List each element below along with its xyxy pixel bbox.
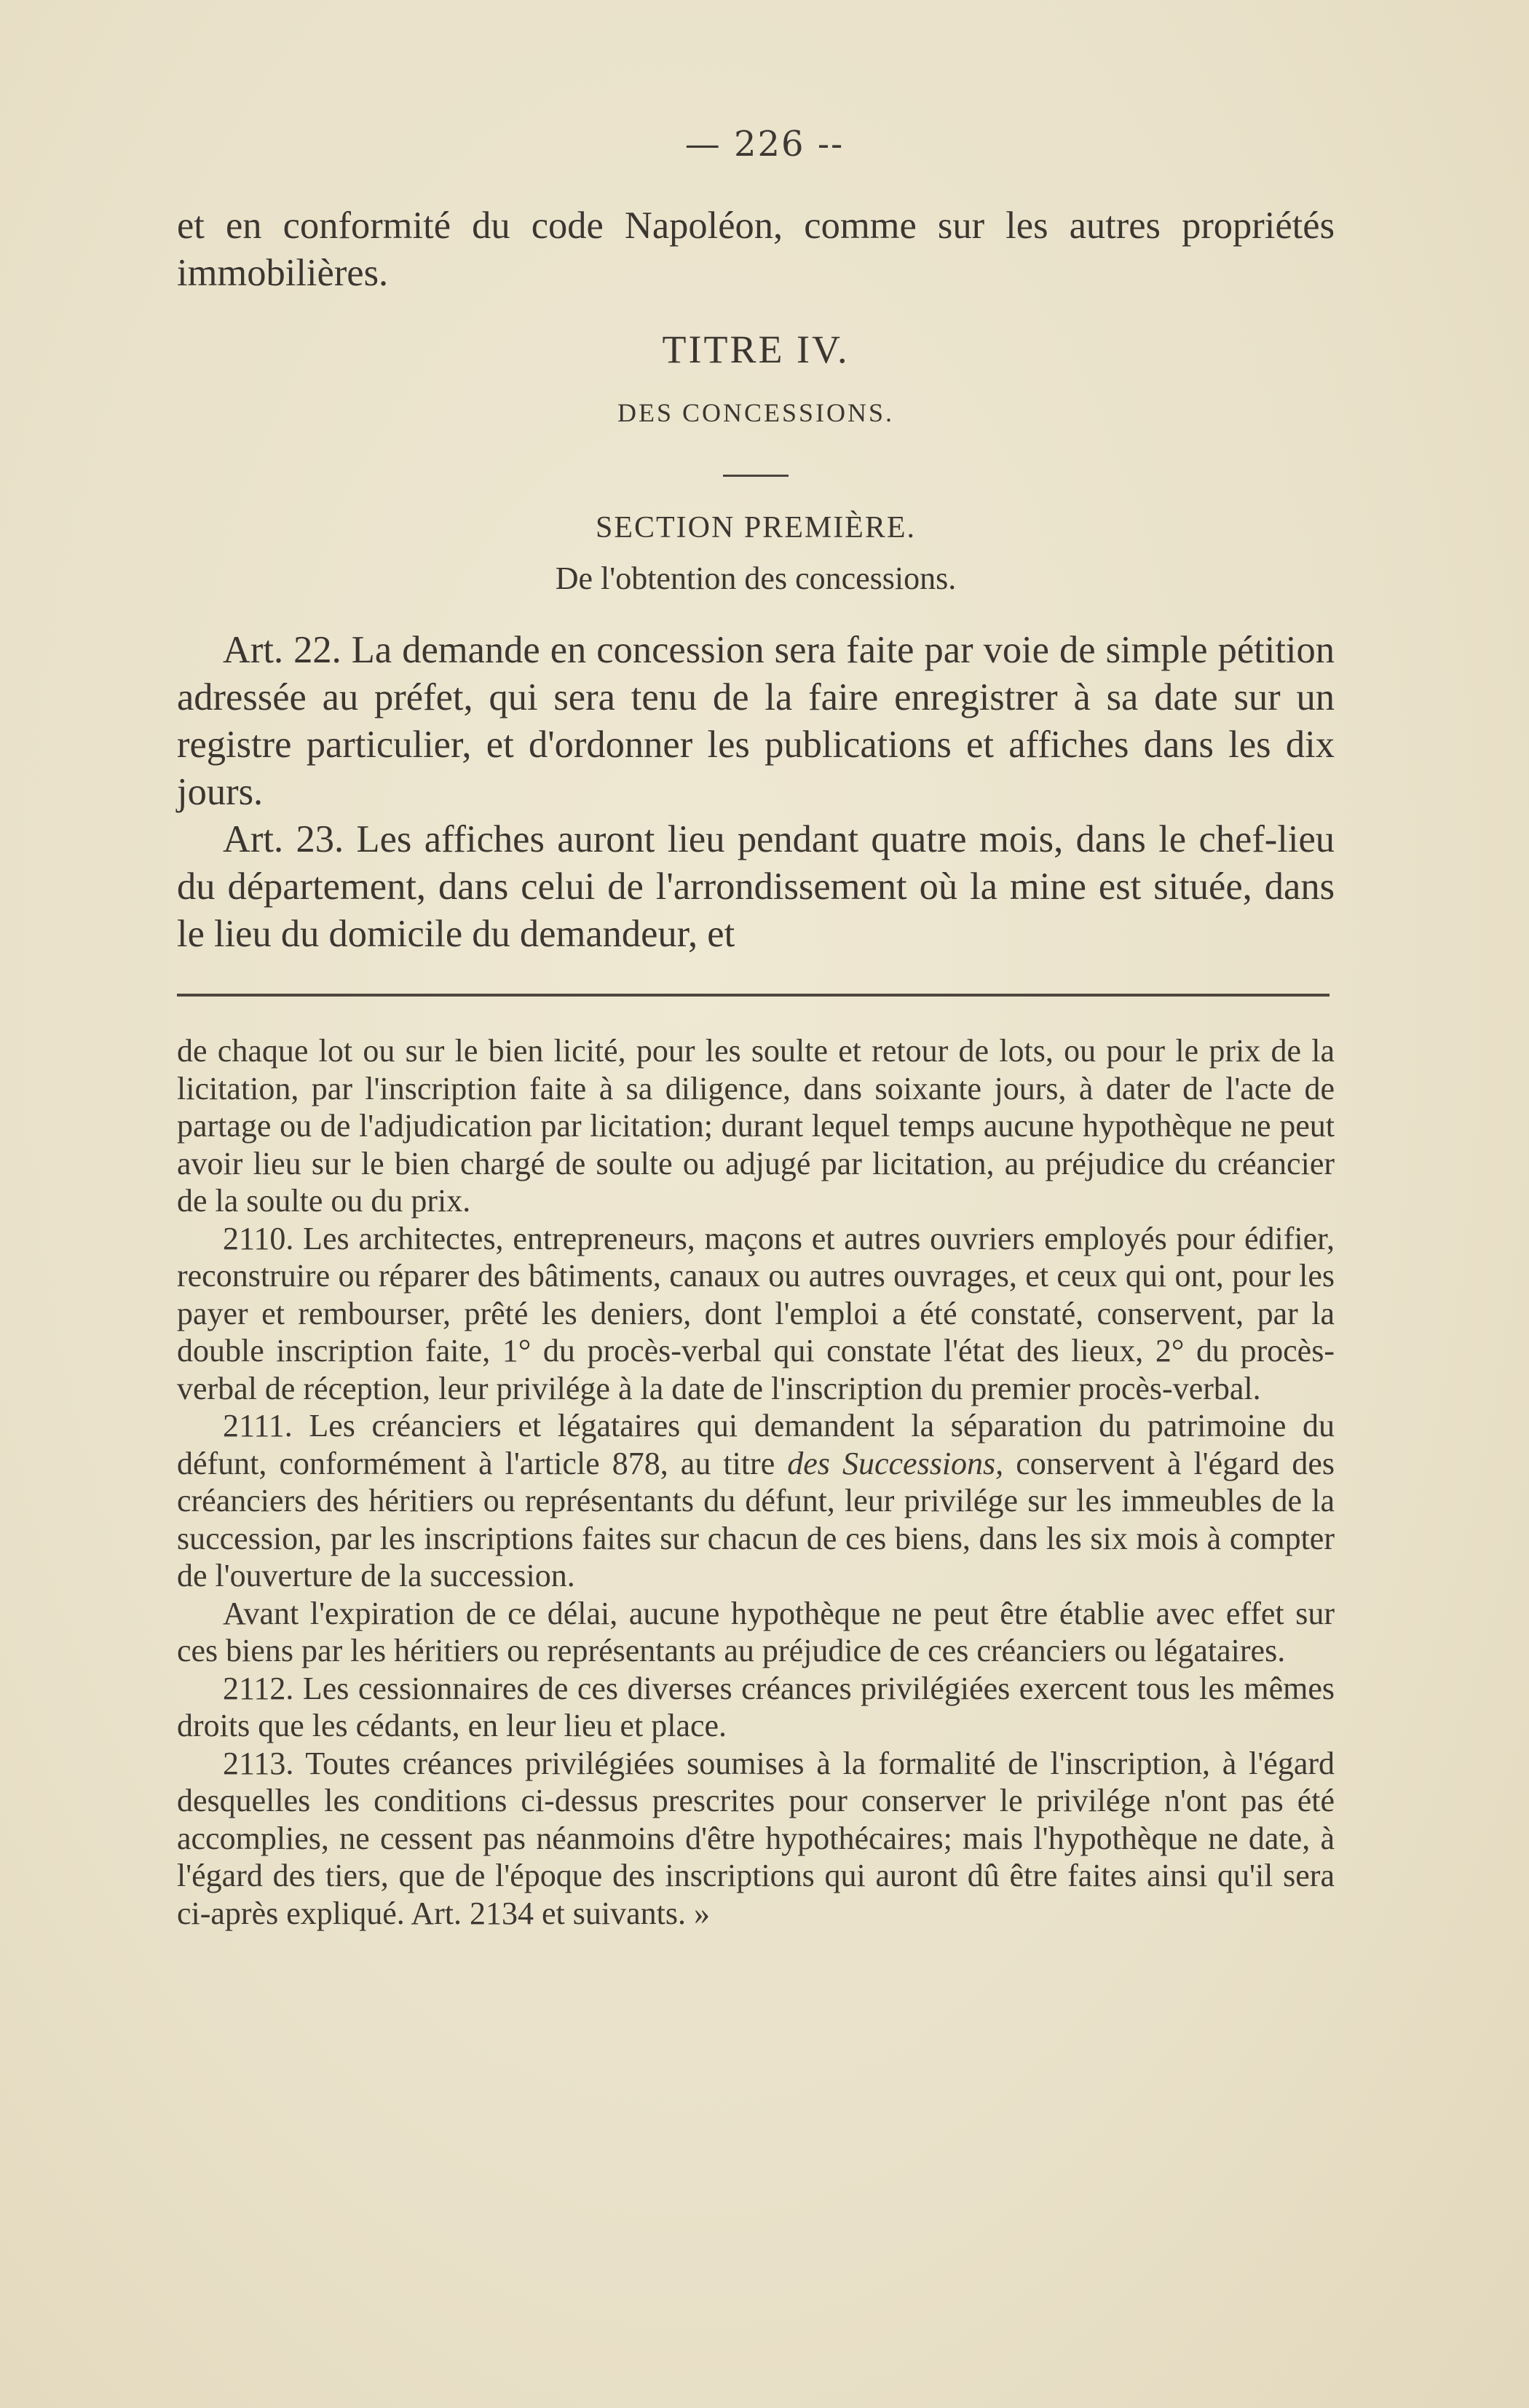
title-heading: TITRE IV.: [662, 328, 850, 371]
section-subtitle: De l'obtention des concessions.: [555, 561, 957, 596]
footnote-divider: [177, 994, 1330, 997]
subtitle-heading: DES CONCESSIONS.: [617, 398, 895, 427]
section-title: SECTION PREMIÈRE.: [595, 511, 916, 544]
note-2111: [177, 1407, 1335, 1595]
article-22-text: La demande en concession sera faite par voie de simple pétition adressée au préfet, qui sera tenu de la faire enregistrer à sa date sur un registre particulier, et d'ordonner les publications et affiches dans les dix jours.: [177, 629, 1335, 813]
footnotes: [177, 1032, 1335, 1932]
main-text: [177, 202, 1335, 958]
article-23: [177, 816, 1335, 958]
note-2113: 2113. Toutes créances privilégiées soumises à la formalité de l'inscription, à l'égard desquelles les conditions ci-dessus prescrites pour conserver le privilége n'ont pas été accomplies, ne cessent pas néanmoins d'être hypothécaires; mais l'hypothèque ne date, à l'égard des tiers, que de l'époque des inscriptions qui auront dû être faites ainsi qu'il sera ci-après expliqué. Art. 2134 et suivants. »: [177, 1745, 1335, 1931]
article-22-label: Art. 22.: [223, 629, 341, 671]
note-2111-start: 2111. Les créanciers et légataires qui demandent la séparation du patrimoine du défunt, conformément à l'article 878, au titre: [177, 1408, 1335, 1481]
note-2112: 2112. Les cessionnaires de ces diverses créances privilégiées exercent tous les mêmes droits que les cédants, en leur lieu et place.: [177, 1670, 1335, 1743]
article-23-text: Les affiches auront lieu pendant quatre mois, dans le chef-lieu du département, dans celui de l'arrondissement où la mine est située, dans le lieu du domicile du demandeur, et: [177, 818, 1335, 955]
note-2111-italic: des Successions,: [787, 1445, 1004, 1481]
note-2111-end: conservent à l'égard des créanciers des héritiers ou représentants du défunt, leur privilége sur les immeubles de la succession, par les inscriptions faites sur chacun de ces biens, dans les six mois à compter de l'ouverture de la succession.: [177, 1445, 1335, 1593]
note-2111-continuation: Avant l'expiration de ce délai, aucune hypothèque ne peut être établie avec effet sur ces biens par les héritiers ou représentants au préjudice de ces créanciers ou légataires.: [177, 1595, 1335, 1668]
note-2110: 2110. Les architectes, entrepreneurs, maçons et autres ouvriers employés pour édifier, reconstruire ou réparer des bâtiments, canaux ou autres ouvrages, et ceux qui ont, pour les payer et rembourser, prêté les deniers, dont l'emploi a été constaté, conservent, par la double inscription faite, 1° du procès-verbal qui constate l'état des lieux, 2° du procès-verbal de réception, leur privilége à la date de l'inscription du premier procès-verbal.: [177, 1220, 1335, 1406]
opening-paragraph: et en conformité du code Napoléon, comme sur les autres propriétés immobilières.: [177, 205, 1335, 294]
article-22: [177, 627, 1335, 816]
note-continuation: de chaque lot ou sur le bien licité, pour les soulte et retour de lots, ou pour le prix de la licitation, par l'inscription faite à sa diligence, dans soixante jours, à dater de l'acte de partage ou de l'adjudication par licitation; durant lequel temps aucune hypothèque ne peut avoir lieu sur le bien chargé de soulte ou adjugé par licitation, au préjudice du créancier de la soulte ou du prix.: [177, 1033, 1335, 1219]
article-23-label: Art. 23.: [223, 818, 344, 860]
short-rule: [723, 475, 789, 477]
page-number: — 226 --: [684, 124, 845, 165]
